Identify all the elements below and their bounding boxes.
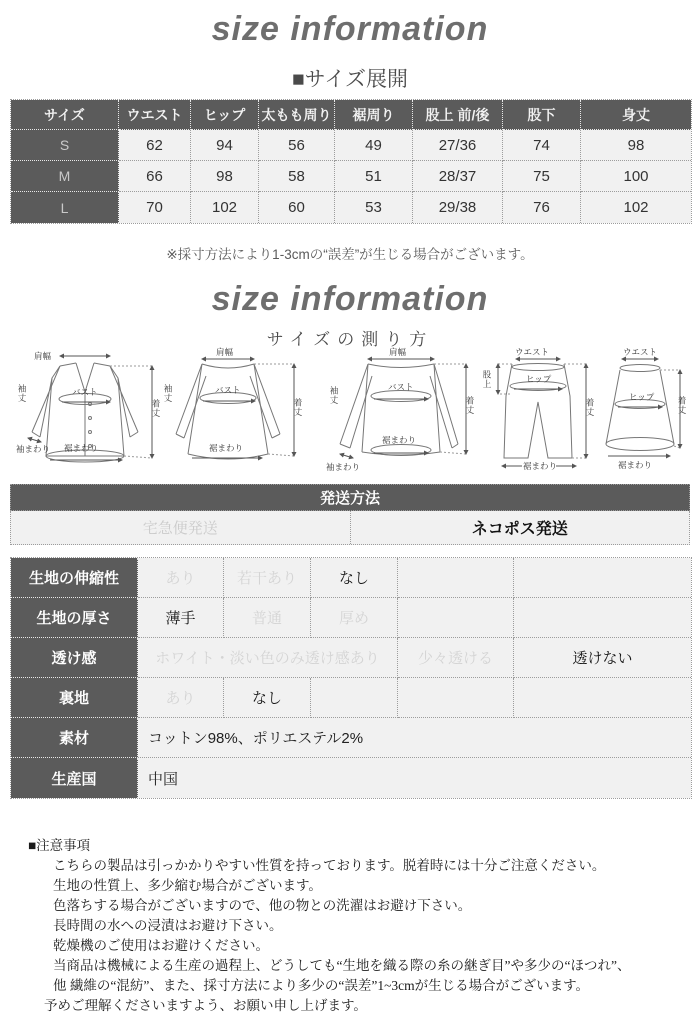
pants-hip-label: ヒップ (526, 374, 552, 384)
spec-option: 若干あり (224, 558, 311, 598)
dress-sleeve-length-label: 袖丈 (163, 384, 173, 403)
size-cell: 56 (259, 130, 335, 161)
spec-option-empty (398, 558, 514, 598)
size-cell: 94 (191, 130, 259, 161)
cautions-section (28, 836, 688, 1016)
size-cell: 60 (259, 192, 335, 223)
spec-option-selected: 薄手 (138, 598, 224, 638)
size-cell: 66 (119, 161, 191, 192)
size-cell: 76 (503, 192, 581, 223)
dress-length-label: 着丈 (293, 398, 303, 417)
size-label: L (11, 192, 119, 223)
spec-option: 厚め (311, 598, 398, 638)
dress-shoulder-label: 肩幅 (216, 347, 234, 357)
shipping-option-nekopos: ネコポス発送 (471, 521, 568, 538)
spec-option: 普通 (224, 598, 311, 638)
spec-option: 少々透ける (398, 638, 514, 678)
coat-bust-label: バスト (72, 387, 98, 397)
caution-line: 予めご理解くださいますよう、お願い申し上げます。 (44, 998, 367, 1013)
spec-label: 生地の厚さ (11, 598, 138, 638)
skirt-hem-round-label: 裾まわり (618, 460, 653, 470)
spec-value-country: 中国 (138, 758, 691, 798)
caution-line: 他 繊維の“混紡”、また、採寸方法により多少の“誤差”1~3cmが生じる場合がございます。 (53, 978, 590, 993)
size-table-wrapper (10, 99, 692, 224)
spec-option-empty (398, 678, 514, 718)
skirt-waist-label: ウエスト (623, 347, 658, 357)
spec-option: ホワイト・淡い色のみ透け感あり (138, 638, 398, 678)
spec-value-material: コットン98%、ポリエステル2% (138, 718, 691, 758)
size-label: M (11, 161, 119, 192)
pants-diagram (482, 347, 595, 471)
size-table-header-row (11, 100, 691, 130)
pants-length-label: 着丈 (585, 398, 595, 417)
shipping-option-takkyubin: 宅急便発送 (11, 511, 351, 544)
size-cell: 58 (259, 161, 335, 192)
page-title: size information (211, 10, 489, 48)
skirt-hip-label: ヒップ (629, 392, 655, 402)
size-cell: 74 (503, 130, 581, 161)
shipping-method-options (10, 511, 690, 545)
col-header-hem: 裾周り (335, 100, 413, 130)
page-title-2: size information (211, 280, 489, 318)
col-header-thigh: 太もも周り (259, 100, 335, 130)
col-header-rise: 股上 前/後 (413, 100, 503, 130)
spec-option-selected: 透けない (514, 638, 691, 678)
spec-label: 生産国 (11, 758, 138, 798)
size-cell: 70 (119, 192, 191, 223)
coat-diagram (16, 351, 161, 462)
spec-option-selected: なし (224, 678, 311, 718)
coat-hem-round-label: 裾まわり (64, 443, 99, 453)
spec-label: 生地の伸縮性 (11, 558, 138, 598)
size-table (11, 100, 691, 223)
caution-line: 長時間の水への浸漬はお避け下さい。 (53, 918, 283, 933)
caution-line: 色落ちする場合がございますので、他の物との洗濯はお避け下さい。 (53, 898, 472, 913)
top-hem-round-label: 裾まわり (382, 435, 417, 445)
size-cell: 75 (503, 161, 581, 192)
size-cell: 29/38 (413, 192, 503, 223)
size-cell: 98 (581, 130, 691, 161)
col-header-length: 身丈 (581, 100, 691, 130)
size-cell: 28/37 (413, 161, 503, 192)
pants-rise-label: 股上 (482, 370, 492, 389)
skirt-length-label: 着丈 (677, 396, 687, 415)
skirt-diagram (606, 347, 687, 470)
spec-label: 素材 (11, 718, 138, 758)
dress-bust-label: バスト (215, 385, 241, 395)
size-row-s (11, 130, 691, 161)
how-to-measure-heading: サイズの測り方 (266, 330, 434, 349)
pants-hem-round-label: 裾まわり (523, 461, 558, 471)
spec-option-selected: なし (311, 558, 398, 598)
caution-line: 当商品は機械による生産の過程上、どうしても“生地を織る際の糸の継ぎ目”や多少の“ほつれ”、 (53, 958, 631, 973)
spec-row-lining (11, 678, 691, 718)
top-shoulder-label: 肩幅 (389, 347, 407, 357)
spec-row-thickness (11, 598, 691, 638)
spec-option-empty (311, 678, 398, 718)
size-cell: 51 (335, 161, 413, 192)
size-label: S (11, 130, 119, 161)
top-sleeve-length-label: 袖丈 (329, 386, 339, 405)
caution-line: 乾燥機のご使用はお避けください。 (53, 938, 269, 953)
dress-diagram (163, 347, 303, 459)
pants-waist-label: ウエスト (515, 347, 550, 357)
size-cell: 98 (191, 161, 259, 192)
spec-option: あり (138, 678, 224, 718)
size-row-l (11, 192, 691, 223)
top-sleeve-round-label: 袖まわり (326, 462, 361, 472)
size-cell: 53 (335, 192, 413, 223)
top-length-label: 着丈 (465, 396, 475, 415)
spec-option-empty (398, 598, 514, 638)
spec-option-empty (514, 598, 691, 638)
coat-sleeve-round-label: 袖まわり (16, 444, 51, 454)
caution-line: 生地の性質上、多少縮む場合がございます。 (53, 878, 322, 893)
spec-row-country (11, 758, 691, 798)
spec-table-wrapper (10, 557, 692, 799)
coat-shoulder-label: 肩幅 (34, 351, 52, 361)
size-cell: 100 (581, 161, 691, 192)
spec-option-empty (514, 678, 691, 718)
coat-length-label: 着丈 (151, 399, 161, 418)
spec-option-empty (514, 558, 691, 598)
size-cell: 49 (335, 130, 413, 161)
measurement-diagrams (10, 346, 690, 481)
col-header-waist: ウエスト (119, 100, 191, 130)
coat-sleeve-length-label: 袖丈 (17, 384, 27, 403)
col-header-hip: ヒップ (191, 100, 259, 130)
spec-row-stretch (11, 558, 691, 598)
shipping-method-header: 発送方法 (10, 484, 690, 511)
dress-hem-round-label: 裾まわり (209, 443, 244, 453)
spec-row-sheerness (11, 638, 691, 678)
size-cell: 102 (581, 192, 691, 223)
caution-line: こちらの製品は引っかかりやすい性質を持っております。脱着時には十分ご注意ください。 (53, 858, 606, 873)
size-cell: 102 (191, 192, 259, 223)
size-cell: 27/36 (413, 130, 503, 161)
size-cell: 62 (119, 130, 191, 161)
cautions-heading: ■注意事項 (28, 838, 91, 853)
spec-option: あり (138, 558, 224, 598)
top-bust-label: バスト (388, 382, 414, 392)
top-diagram (326, 347, 475, 472)
spec-label: 裏地 (11, 678, 138, 718)
fabric-spec-table (11, 558, 691, 798)
measurement-tolerance-note: ※採寸方法により1-3cmの“誤差”が生じる場合がございます。 (166, 247, 534, 262)
spec-label: 透け感 (11, 638, 138, 678)
size-row-m (11, 161, 691, 192)
spec-row-material (11, 718, 691, 758)
col-header-inseam: 股下 (503, 100, 581, 130)
size-lineup-heading: ■サイズ展開 (291, 68, 408, 91)
col-header-size: サイズ (11, 100, 119, 130)
